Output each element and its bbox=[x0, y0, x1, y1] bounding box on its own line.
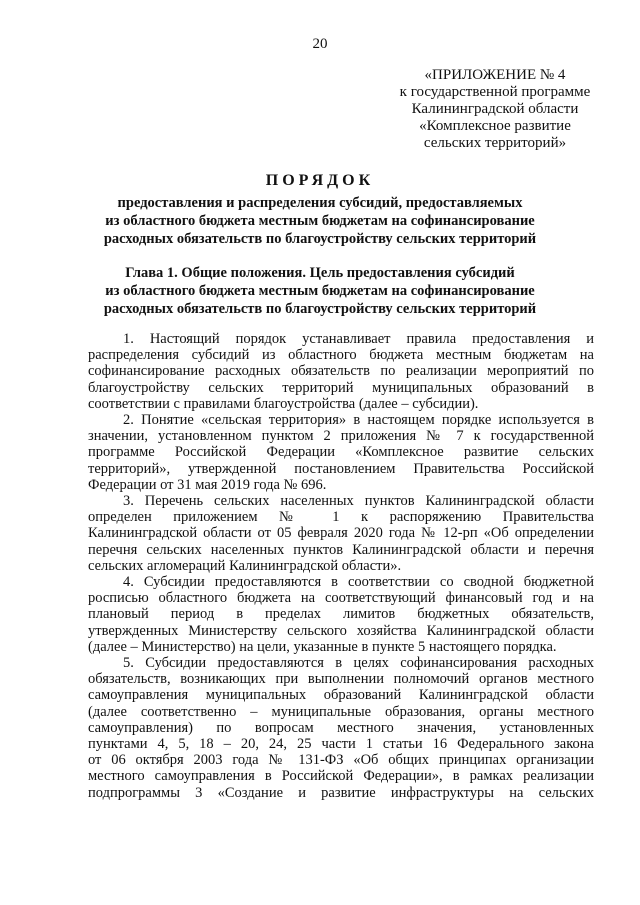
text-line: самоуправления) по вопросам местного значения, установленных bbox=[88, 719, 594, 736]
text-line: определен приложением № 1 к распоряжению Правительства bbox=[88, 509, 594, 526]
chapter-line: из областного бюджета местным бюджетам на софинансирование bbox=[105, 283, 535, 299]
text-line: значении, установленном пунктом 2 приложения № 7 к государственной bbox=[88, 428, 594, 445]
text-line: утвержденных Министерству сельского хозяйства Калининградской области bbox=[88, 622, 594, 639]
text-line: распределения субсидий из областного бюджета местным бюджетам на bbox=[88, 347, 594, 364]
text-line: территорий», утвержденной постановлением Правительства Российской bbox=[88, 460, 594, 477]
chapter-line: расходных обязательств по благоустройству сельских территорий bbox=[103, 301, 537, 317]
text-line: местного самоуправления в Российской Федерации», в рамках реализации bbox=[88, 768, 594, 785]
paragraph-4 bbox=[88, 574, 594, 655]
text-line: подпрограммы 3 «Создание и развитие инфраструктуры на сельских bbox=[88, 784, 594, 801]
text-line: благоустройству сельских территорий муниципальных образований в bbox=[88, 379, 594, 396]
text-line: перечня сельских населенных пунктов Калининградской области и перечня bbox=[88, 541, 594, 558]
subtitle-line: расходных обязательств по благоустройству сельских территорий bbox=[103, 231, 537, 247]
paragraph-1 bbox=[88, 331, 594, 412]
text-line: обязательств, возникающих при выполнении полномочий органов местного bbox=[88, 671, 594, 688]
chapter-line: Глава 1. Общие положения. Цель предоставления субсидий bbox=[125, 265, 515, 281]
text-line: 3. Перечень сельских населенных пунктов Калининградской области bbox=[123, 493, 594, 510]
text-line: сельских агломераций Калининградской области». bbox=[88, 557, 402, 574]
appendix-line: «ПРИЛОЖЕНИЕ № 4 bbox=[424, 67, 566, 83]
text-line: плановый период в пределах лимитов бюджетных обязательств, bbox=[88, 606, 594, 623]
text-line: росписью областного бюджета на соответствующий финансовый год и на bbox=[88, 590, 594, 607]
paragraph-3 bbox=[88, 493, 594, 574]
text-line: 4. Субсидии предоставляются в соответствии со сводной бюджетной bbox=[123, 574, 594, 591]
appendix-line: Калининградской области bbox=[411, 101, 579, 117]
text-line: 1. Настоящий порядок устанавливает правила предоставления и bbox=[123, 331, 594, 347]
text-line: программе Российской Федерации «Комплексное развитие сельских bbox=[88, 444, 594, 461]
text-line: от 06 октября 2003 года № 131-ФЗ «Об общих принципах организации bbox=[88, 752, 594, 769]
text-line: софинансирование расходных обязательств по реализации мероприятий по bbox=[88, 363, 594, 380]
text-line: 2. Понятие «сельская территория» в настоящем порядке используется в bbox=[123, 412, 594, 429]
text-line: пунктами 4, 5, 18 – 20, 24, 25 части 1 статьи 16 Федерального закона bbox=[88, 736, 594, 753]
text-line: самоуправления муниципальных образований Калининградской области bbox=[88, 687, 594, 704]
text-line: (далее – Министерство) на цели, указанные в пункте 5 настоящего порядка. bbox=[88, 638, 557, 655]
document-title: ПОРЯДОК bbox=[265, 172, 375, 189]
text-line: (далее соответственно – муниципальные образования, органы местного bbox=[88, 703, 594, 720]
subtitle-line: предоставления и распределения субсидий, предоставляемых bbox=[117, 195, 523, 211]
appendix-line: «Комплексное развитие bbox=[419, 118, 571, 134]
page-number: 20 bbox=[312, 36, 328, 52]
text-line: 5. Субсидии предоставляются в целях софинансирования расходных bbox=[123, 655, 594, 672]
document-subtitle bbox=[60, 194, 580, 248]
paragraph-5 bbox=[88, 655, 594, 801]
chapter-heading bbox=[60, 264, 580, 318]
appendix-header bbox=[380, 67, 610, 152]
body-text bbox=[88, 331, 594, 801]
paragraph-2 bbox=[88, 412, 594, 493]
text-line: соответствии с правилами благоустройства (далее – субсидии). bbox=[88, 395, 479, 412]
appendix-line: сельских территорий» bbox=[423, 135, 567, 151]
subtitle-line: из областного бюджета местным бюджетам на софинансирование bbox=[105, 213, 535, 229]
text-line: Федерации от 31 мая 2019 года № 696. bbox=[88, 476, 327, 493]
appendix-line: к государственной программе bbox=[399, 84, 591, 100]
text-line: Калининградской области от 05 февраля 2020 года № 12-рп «Об определении bbox=[88, 525, 594, 542]
